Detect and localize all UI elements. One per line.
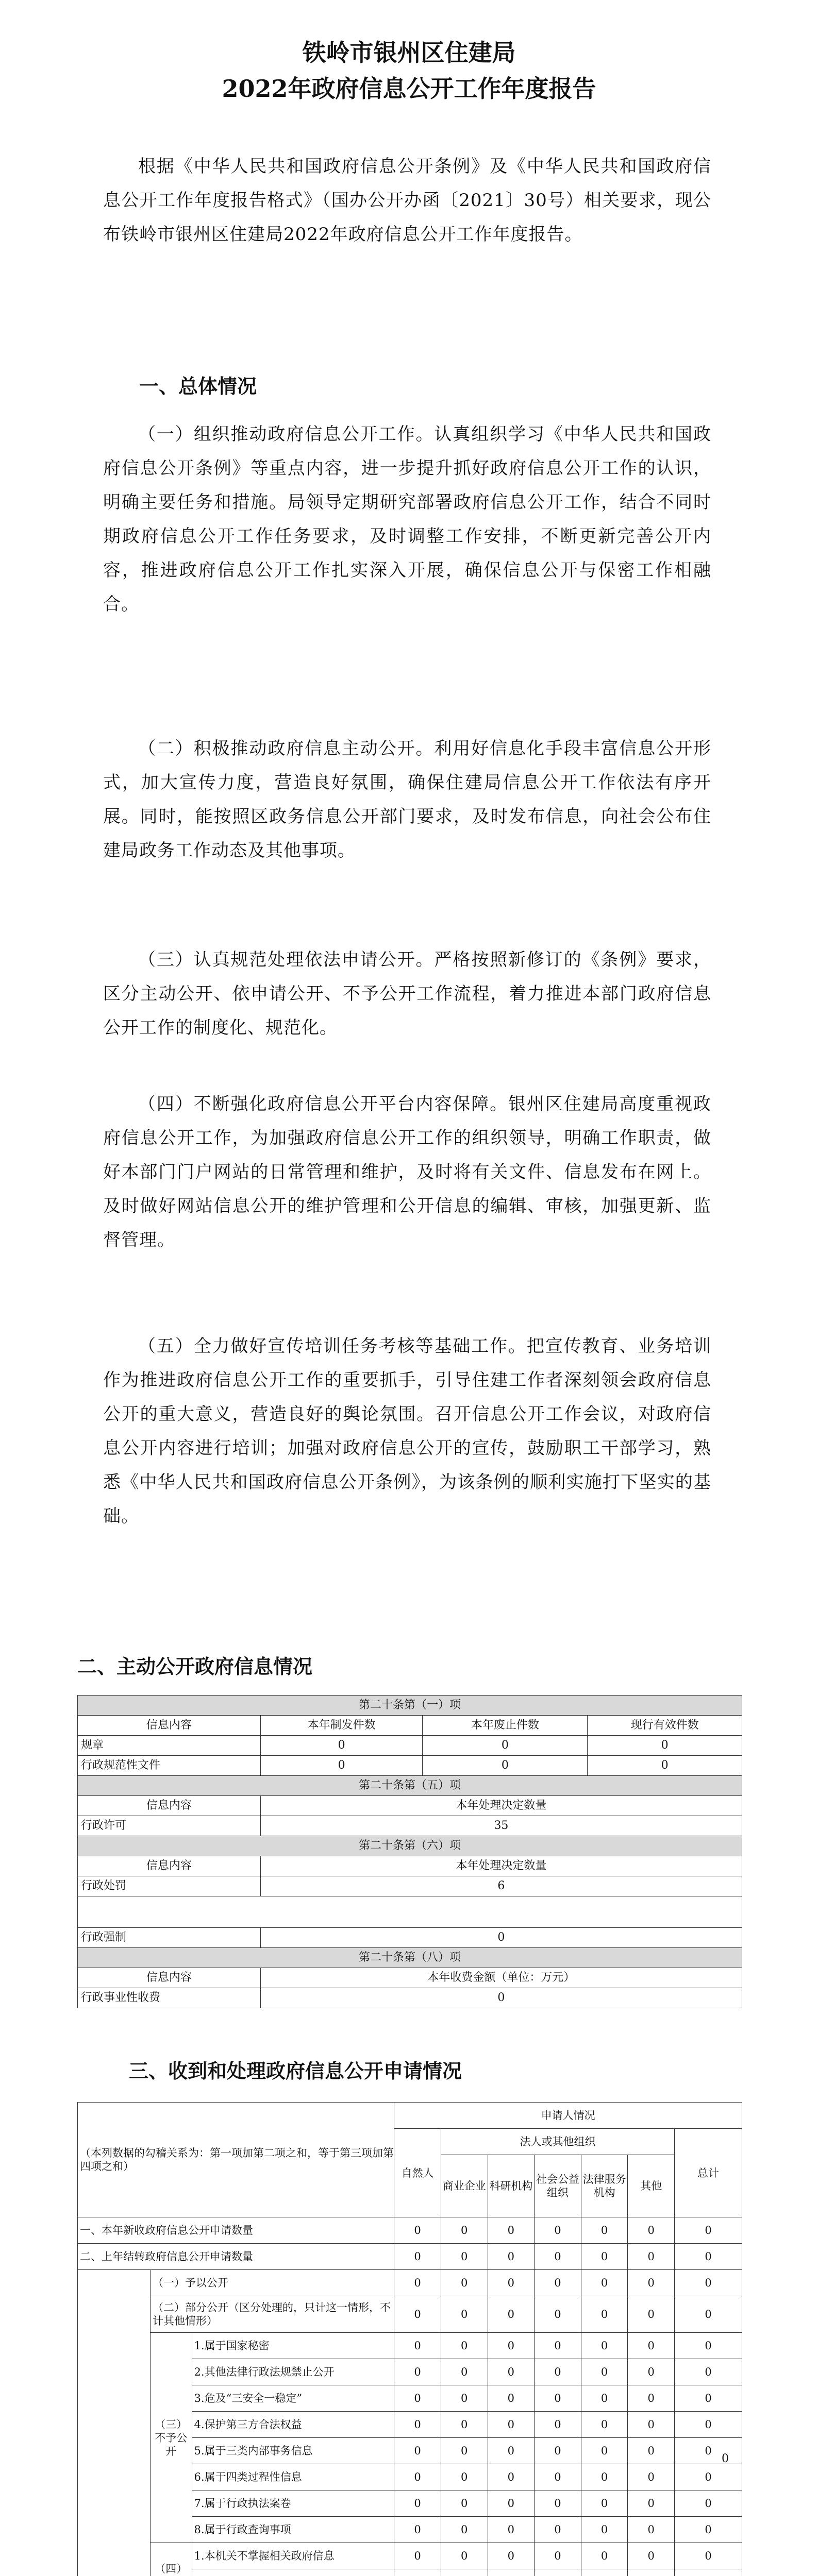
table-cell: 0: [394, 2270, 441, 2296]
table-cell: 0: [628, 2517, 675, 2543]
report-title-line1: 铁岭市银州区住建局: [302, 39, 516, 66]
table-cell: [675, 2569, 742, 2576]
table-cell: 0: [675, 2438, 742, 2464]
table-section-row: 第二十条第（一）项: [78, 1696, 742, 1716]
table-cell: 0: [441, 2333, 488, 2359]
table-cell: 0: [628, 2464, 675, 2490]
col-header: 法律服务机构: [581, 2155, 628, 2217]
table-cell: 0: [441, 2543, 488, 2569]
table-cell: 0: [628, 2333, 675, 2359]
table-cell: 0: [581, 2412, 628, 2438]
table-cell: 0: [441, 2412, 488, 2438]
table-cell: 0: [628, 2543, 675, 2569]
table-cell: [535, 2569, 581, 2576]
table-cell: 0: [535, 2333, 581, 2359]
table-cell: 0: [535, 2244, 581, 2270]
table-cell: 0: [488, 2464, 535, 2490]
table-cell: 0: [488, 2359, 535, 2385]
table-cell: 0: [394, 2217, 441, 2244]
table-section-row: 第二十条第（八）项: [78, 1948, 742, 1968]
table-cell: 0: [628, 2359, 675, 2385]
col-header: 科研机构: [488, 2155, 535, 2217]
section1-para2: （二）积极推动政府信息主动公开。利用好信息化手段丰富信息公开形式，加大宣传力度，营造良好氛围，确保住建局信息公开工作依法有序开展。同时，能按照区政务信息公开部门要求，及时发布信息，向社会公布住建局政务工作动态及其他事项。: [103, 738, 711, 861]
row-label: 行政许可: [78, 1816, 261, 1836]
section1-para1: （一）组织推动政府信息公开工作。认真组织学习《中华人民共和国政府信息公开条例》等重点内容，进一步提升抓好政府信息公开工作的认识，明确主要任务和措施。局领导定期研究部署政府信息公开工作，结合不同时期政府信息公开工作任务要求，及时调整工作安排，不断更新完善公开内容，推进政府信息公开工作扎实深入开展，确保信息公开与保密工作相融合。: [103, 424, 711, 615]
col-header: 社会公益组织: [535, 2155, 581, 2217]
col-header: 自然人: [394, 2129, 441, 2217]
table-cell: 0: [581, 2517, 628, 2543]
row-label: 一、本年新收政府信息公开申请数量: [78, 2217, 394, 2244]
table-cell: 0: [675, 2359, 742, 2385]
row-label: 行政事业性收费: [78, 1988, 261, 2008]
table-cell: 0: [675, 2244, 742, 2270]
table-cell: 0: [535, 2359, 581, 2385]
table-cell: 0: [441, 2385, 488, 2412]
row-group-label: （四）: [150, 2543, 192, 2576]
table-cell: 0: [675, 2412, 742, 2438]
col-header: 本年废止件数: [423, 1716, 588, 1736]
table-cell: 0: [441, 2359, 488, 2385]
table-cell: 0: [535, 2385, 581, 2412]
col-header: 本年处理决定数量: [260, 1796, 742, 1816]
section1-para3: （三）认真规范处理依法申请公开。严格按照新修订的《条例》要求，区分主动公开、依申请公开、不予公开工作流程，着力推进本部门政府信息公开工作的制度化、规范化。: [103, 950, 711, 1038]
table-cell: 0: [535, 2217, 581, 2244]
table-cell: 0: [441, 2490, 488, 2517]
col-header: 信息内容: [78, 1856, 261, 1876]
table-cell: [441, 2569, 488, 2576]
table-cell: 0: [441, 2438, 488, 2464]
table-cell: 0: [488, 2333, 535, 2359]
table-cell: 0: [394, 2359, 441, 2385]
table-cell: [488, 2569, 535, 2576]
table-cell: 0: [535, 2464, 581, 2490]
row-group-label: （三）不予公开: [150, 2333, 192, 2543]
row-label: 规章: [78, 1736, 261, 1756]
application-handling-table: [77, 2102, 742, 2576]
table-cell: 0: [628, 2412, 675, 2438]
section3-heading: 三、收到和处理政府信息公开申请情况: [129, 2059, 462, 2082]
row-label: [192, 2569, 394, 2576]
table-cell: 6: [260, 1876, 742, 1896]
table-cell: 0: [488, 2296, 535, 2333]
table-cell: 0: [535, 2543, 581, 2569]
table-section-row: 第二十条第（五）项: [78, 1776, 742, 1796]
table-cell: 0: [441, 2270, 488, 2296]
table-cell: 0: [581, 2359, 628, 2385]
col-header: 信息内容: [78, 1968, 261, 1988]
table-cell: 0: [581, 2438, 628, 2464]
table-cell: [394, 2569, 441, 2576]
table-cell: 0: [535, 2412, 581, 2438]
table-cell: 0: [628, 2438, 675, 2464]
table-cell: 0: [441, 2217, 488, 2244]
table-cell: 0: [535, 2517, 581, 2543]
table-cell: 0: [581, 2217, 628, 2244]
col-header: 其他: [628, 2155, 675, 2217]
table-cell: 0: [535, 2270, 581, 2296]
table-cell: 35: [260, 1816, 742, 1836]
section1-para4: （四）不断强化政府信息公开平台内容保障。银州区住建局高度重视政府信息公开工作，为加强政府信息公开工作的组织领导，明确工作职责，做好本部门门户网站的日常管理和维护，及时将有关文件、信息发布在网上。及时做好网站信息公开的维护管理和公开信息的编辑、审核，加强更新、监督管理。: [103, 1094, 711, 1250]
table-cell: 0: [488, 2385, 535, 2412]
table-cell: 0: [628, 2385, 675, 2412]
table-cell: 0: [628, 2296, 675, 2333]
section2-heading: 二、主动公开政府信息情况: [77, 1655, 313, 1678]
table-cell: 0: [394, 2412, 441, 2438]
stray-value: 0: [722, 2452, 729, 2465]
table-cell: 0: [423, 1756, 588, 1776]
report-title-line2: 2022年政府信息公开工作年度报告: [222, 75, 596, 103]
col-header: 本年制发件数: [260, 1716, 423, 1736]
table-cell: 0: [675, 2385, 742, 2412]
table-cell: 0: [535, 2438, 581, 2464]
table-cell: 0: [535, 2490, 581, 2517]
row-label: 行政强制: [78, 1928, 261, 1948]
table-cell: 0: [488, 2490, 535, 2517]
table-cell: 0: [581, 2296, 628, 2333]
row-label: 7.属于行政执法案卷: [192, 2490, 394, 2517]
row-label: 二、上年结转政府信息公开申请数量: [78, 2244, 394, 2270]
row-label: 6.属于四类过程性信息: [192, 2464, 394, 2490]
table-cell: 0: [488, 2244, 535, 2270]
row-label: 1.本机关不掌握相关政府信息: [192, 2543, 394, 2569]
table-cell: 0: [588, 1736, 742, 1756]
row-label: 行政规范性文件: [78, 1756, 261, 1776]
table-cell: 0: [260, 1928, 742, 1948]
col-header: 申请人情况: [394, 2103, 742, 2129]
table-cell: 0: [488, 2412, 535, 2438]
section1-heading: 一、总体情况: [139, 375, 257, 398]
col-header: 信息内容: [78, 1796, 261, 1816]
corner-header: （本列数据的勾稽关系为：第一项加第二项之和，等于第三项加第四项之和）: [78, 2103, 394, 2217]
table-cell: 0: [675, 2296, 742, 2333]
table-cell: 0: [581, 2270, 628, 2296]
row-label: 2.其他法律行政法规禁止公开: [192, 2359, 394, 2385]
table-cell: 0: [581, 2464, 628, 2490]
table-cell: 0: [394, 2296, 441, 2333]
row-label: （一）予以公开: [150, 2270, 394, 2296]
row-group-label: [78, 2270, 151, 2576]
col-header: 总计: [675, 2129, 742, 2217]
table-cell: 0: [675, 2517, 742, 2543]
table-cell: 0: [675, 2217, 742, 2244]
col-header: 商业企业: [441, 2155, 488, 2217]
table-cell: 0: [394, 2464, 441, 2490]
table-cell: 0: [260, 1756, 423, 1776]
table-cell: 0: [675, 2464, 742, 2490]
row-label: 3.危及“三安全一稳定”: [192, 2385, 394, 2412]
table-cell: 0: [441, 2244, 488, 2270]
table-cell: 0: [260, 1988, 742, 2008]
table-cell: 0: [581, 2244, 628, 2270]
table-cell: 0: [628, 2270, 675, 2296]
table-cell: 0: [488, 2270, 535, 2296]
table-cell: 0: [488, 2438, 535, 2464]
row-label: 行政处罚: [78, 1876, 261, 1896]
row-label: 5.属于三类内部事务信息: [192, 2438, 394, 2464]
table-cell: 0: [394, 2244, 441, 2270]
col-header: 本年处理决定数量: [260, 1856, 742, 1876]
table-cell: 0: [394, 2490, 441, 2517]
table-cell: 0: [488, 2217, 535, 2244]
col-header: 信息内容: [78, 1716, 261, 1736]
table-cell: 0: [581, 2490, 628, 2517]
table-cell: 0: [441, 2296, 488, 2333]
table-cell: 0: [675, 2270, 742, 2296]
table-cell: 0: [394, 2543, 441, 2569]
table-cell: 0: [441, 2464, 488, 2490]
table-cell: 0: [628, 2244, 675, 2270]
table-cell: 0: [581, 2543, 628, 2569]
table-cell: 0: [628, 2217, 675, 2244]
table-cell: [581, 2569, 628, 2576]
table-cell: 0: [260, 1736, 423, 1756]
table-cell: 0: [588, 1756, 742, 1776]
table-cell: 0: [535, 2296, 581, 2333]
intro-paragraph: 根据《中华人民共和国政府信息公开条例》及《中华人民共和国政府信息公开工作年度报告格式》（国办公开办函〔2021〕30号）相关要求，现公布铁岭市银州区住建局2022年政府信息公开工作年度报告。: [103, 156, 711, 245]
row-label: 1.属于国家秘密: [192, 2333, 394, 2359]
blank-row: [78, 1896, 742, 1928]
table-cell: 0: [675, 2333, 742, 2359]
table-cell: 0: [394, 2385, 441, 2412]
proactive-disclosure-table: [77, 1695, 742, 2008]
row-label: 4.保护第三方合法权益: [192, 2412, 394, 2438]
table-cell: 0: [488, 2517, 535, 2543]
table-cell: 0: [394, 2517, 441, 2543]
table-cell: 0: [628, 2490, 675, 2517]
table-cell: 0: [675, 2543, 742, 2569]
row-label: 8.属于行政查询事项: [192, 2517, 394, 2543]
table-cell: 0: [441, 2517, 488, 2543]
table-section-row: 第二十条第（六）项: [78, 1836, 742, 1856]
table-cell: 0: [488, 2543, 535, 2569]
table-cell: [628, 2569, 675, 2576]
section1-para5: （五）全力做好宣传培训任务考核等基础工作。把宣传教育、业务培训作为推进政府信息公开工作的重要抓手，引导住建工作者深刻领会政府信息公开的重大意义，营造良好的舆论氛围。召开信息公开工作会议，对政府信息公开内容进行培训；加强对政府信息公开的宣传，鼓励职工干部学习，熟悉《中华人民共和国政府信息公开条例》，为该条例的顺利实施打下坚实的基础。: [103, 1336, 711, 1527]
row-label: （二）部分公开（区分处理的，只计这一情形，不计其他情形）: [150, 2296, 394, 2333]
table-cell: 0: [581, 2333, 628, 2359]
col-header: 现行有效件数: [588, 1716, 742, 1736]
col-header: 法人或其他组织: [441, 2129, 674, 2155]
table-cell: 0: [423, 1736, 588, 1756]
table-cell: 0: [394, 2438, 441, 2464]
table-cell: 0: [675, 2490, 742, 2517]
table-cell: 0: [581, 2385, 628, 2412]
col-header: 本年收费金额（单位：万元）: [260, 1968, 742, 1988]
table-cell: 0: [394, 2333, 441, 2359]
